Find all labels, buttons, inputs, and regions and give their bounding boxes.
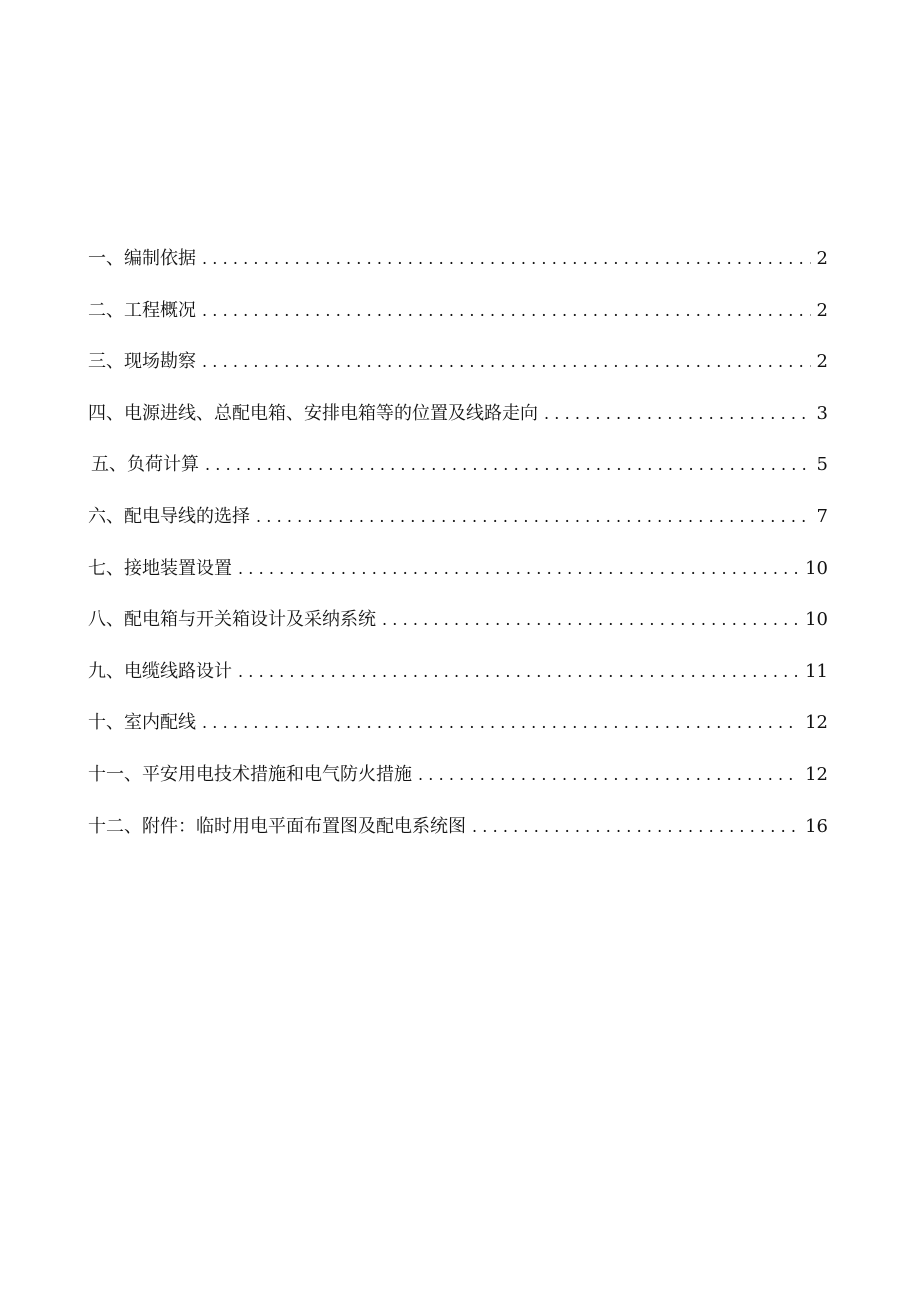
toc-dot-leader [472,812,799,842]
toc-entry-title: 十二、附件：临时用电平面布置图及配电系统图 [88,815,466,837]
toc-entry-4[interactable] [88,399,828,451]
toc-entry-title: 四、电源进线、总配电箱、安排电箱等的位置及线路走向 [88,402,538,424]
toc-entry-8[interactable] [88,605,828,657]
toc-dot-leader [202,244,811,274]
toc-entry-title: 三、现场勘察 [88,351,196,373]
toc-entry-title: 六、配电导线的选择 [88,505,250,527]
toc-dot-leader [202,296,811,326]
toc-dot-leader [202,347,811,377]
toc-entry-title: 七、接地装置设置 [88,557,232,579]
toc-entry-page: 12 [805,712,828,734]
toc-entry-page: 12 [805,763,828,785]
toc-entry-page: 11 [805,660,828,682]
toc-entry-9[interactable] [88,657,828,709]
toc-entry-12[interactable] [88,812,828,864]
toc-entry-title: 八、配电箱与开关箱设计及采纳系统 [88,609,376,631]
toc-entry-3[interactable] [88,347,828,399]
toc-entry-title: 十一、平安用电技术措施和电气防火措施 [88,763,412,785]
toc-dot-leader [382,605,799,635]
toc-entry-5[interactable] [88,450,828,502]
toc-entry-1[interactable] [88,244,828,296]
toc-entry-title: 九、电缆线路设计 [88,660,232,682]
toc-dot-leader [238,657,799,687]
toc-entry-2[interactable] [88,296,828,348]
toc-entry-6[interactable] [88,502,828,554]
toc-dot-leader [544,399,811,429]
toc-entry-page: 10 [805,557,828,579]
toc-dot-leader [418,760,799,790]
toc-entry-page: 10 [805,609,828,631]
toc-dot-leader [238,554,799,584]
toc-entry-title: 一、编制依据 [88,248,196,269]
toc-entry-page: 2 [816,351,828,373]
toc-entry-title: 十、室内配线 [88,712,196,734]
toc-entry-title: 五、负荷计算 [91,454,199,476]
toc-dot-leader [256,502,811,532]
toc-entry-page: 3 [816,402,828,424]
toc-entry-page: 16 [805,815,828,837]
toc-entry-page: 5 [816,454,828,476]
toc-entry-page: 2 [816,248,828,269]
toc-entry-page: 7 [816,505,828,527]
toc-dot-leader [202,708,799,738]
toc-entry-7[interactable] [88,554,828,606]
table-of-contents [88,244,828,863]
toc-entry-page: 2 [816,299,828,321]
toc-dot-leader [205,450,811,480]
toc-entry-11[interactable] [88,760,828,812]
toc-entry-10[interactable] [88,708,828,760]
toc-entry-title: 二、工程概况 [88,299,196,321]
